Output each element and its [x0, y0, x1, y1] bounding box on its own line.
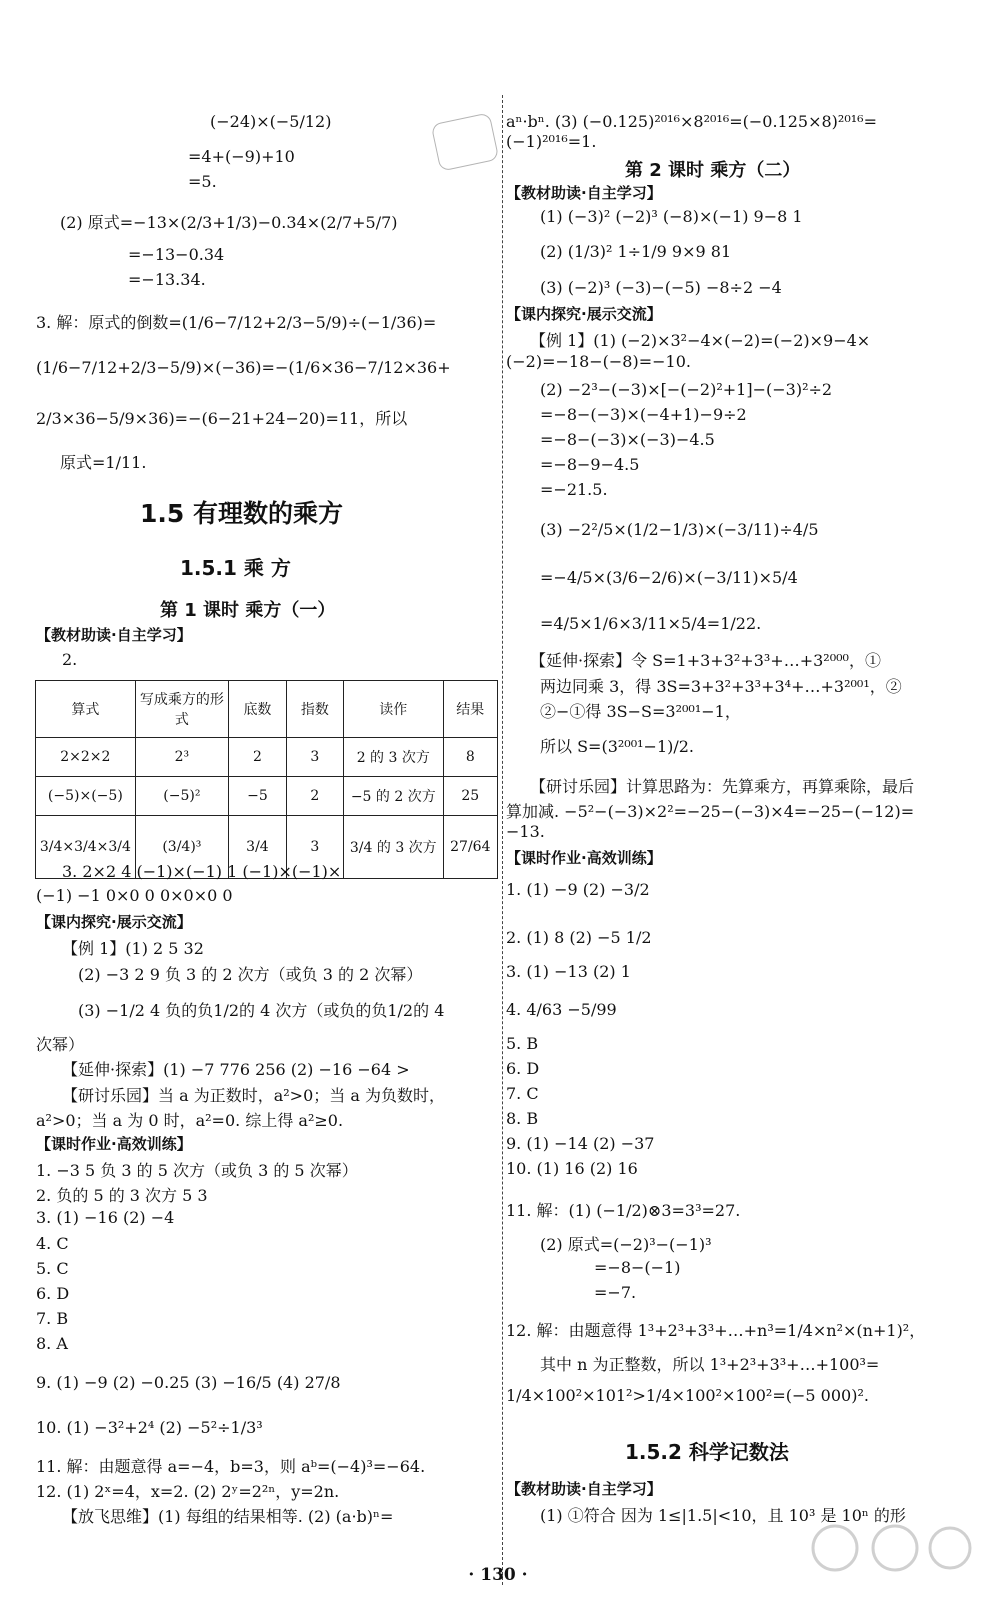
table-cell: 2 的 3 次方 [343, 738, 443, 777]
section-title: 1.5 有理数的乘方 [140, 499, 343, 528]
text-line: =−8−(−3)×(−3)−4.5 [540, 430, 715, 449]
table-cell: 2³ [135, 738, 228, 777]
text-line: =−8−9−4.5 [540, 455, 640, 474]
table-cell: 3/4 [229, 816, 287, 879]
section-header: 【教材助读·自主学习】 [506, 184, 662, 202]
power-table [35, 680, 498, 879]
table-header-row [36, 681, 498, 738]
table-row [36, 738, 498, 777]
text-line: 3. 2×2 4 (−1)×(−1) 1 (−1)×(−1)× [62, 862, 342, 881]
section-header: 【课时作业·高效训练】 [36, 1135, 192, 1153]
section-header: 【课内探究·展示交流】 [506, 305, 662, 323]
table-cell: (−5)×(−5) [36, 777, 136, 816]
text-line: 10. (1) −3²+2⁴ (2) −5²÷1/3³ [36, 1418, 263, 1437]
table-cell: 3/4 的 3 次方 [343, 816, 443, 879]
table-header: 底数 [229, 681, 287, 738]
text-line: 5. C [36, 1259, 69, 1278]
text-line: 8. B [506, 1109, 539, 1128]
text-line: 【延伸·探索】令 S=1+3+3²+3³+…+3²⁰⁰⁰，① [530, 651, 881, 670]
text-line: 2. 负的 5 的 3 次方 5 3 [36, 1186, 208, 1205]
text-line: 10. (1) 16 (2) 16 [506, 1159, 638, 1178]
text-line: 2. [62, 650, 78, 669]
text-line: (2) −3 2 9 负 3 的 2 次方（或负 3 的 2 次幂） [78, 965, 423, 984]
text-line: 【放飞思维】(1) 每组的结果相等. (2) (a·b)ⁿ= [62, 1507, 394, 1526]
table-cell: −5 的 2 次方 [343, 777, 443, 816]
text-line: (1) ①符合 因为 1≤|1.5|<10，且 10³ 是 10ⁿ 的形 [540, 1506, 906, 1525]
table-cell: −5 [229, 777, 287, 816]
table-header: 指数 [286, 681, 343, 738]
text-line: (2) 原式=(−2)³−(−1)³ [540, 1235, 712, 1254]
table-cell: 3 [286, 738, 343, 777]
text-line: 11. 解：由题意得 a=−4，b=3，则 aᵇ=(−4)³=−64. [36, 1457, 426, 1476]
page-number: · 130 · [468, 1565, 528, 1585]
lesson-title: 第 2 课时 乘方（二） [625, 160, 801, 181]
table-cell: 2×2×2 [36, 738, 136, 777]
text-line: 次幂） [36, 1035, 85, 1054]
table-cell: 3 [286, 816, 343, 879]
text-line: (2) (1/3)² 1÷1/9 9×9 81 [540, 242, 732, 261]
text-line: −13. [506, 822, 545, 841]
text-line: 1. −3 5 负 3 的 5 次方（或负 3 的 5 次幂） [36, 1161, 358, 1180]
text-line: (3) −2²/5×(1/2−1/3)×(−3/11)÷4/5 [540, 520, 819, 539]
section-header: 【教材助读·自主学习】 [36, 626, 192, 644]
text-line: aⁿ·bⁿ. (3) (−0.125)²⁰¹⁶×8²⁰¹⁶=(−0.125×8)²⁰¹⁶= [506, 112, 877, 131]
table-cell: 2 [229, 738, 287, 777]
text-line: 3. (1) −13 (2) 1 [506, 962, 631, 981]
text-line: =−21.5. [540, 480, 608, 499]
text-line: 5. B [506, 1034, 539, 1053]
text-line: 【例 1】(1) (−2)×3²−4×(−2)=(−2)×9−4× [530, 331, 871, 350]
text-line: 4. C [36, 1234, 69, 1253]
text-line: (−2)=−18−(−8)=−10. [506, 352, 691, 371]
text-line: (1/6−7/12+2/3−5/9)×(−36)=−(1/6×36−7/12×36+ [36, 358, 451, 377]
table-cell: (3/4)³ [135, 816, 228, 879]
text-line: 9. (1) −14 (2) −37 [506, 1134, 655, 1153]
text-line: 8. A [36, 1334, 68, 1353]
table-cell: (−5)² [135, 777, 228, 816]
section-header: 【课内探究·展示交流】 [36, 913, 192, 931]
text-line: 3. (1) −16 (2) −4 [36, 1208, 175, 1227]
text-line: 1/4×100²×101²>1/4×100²×100²=(−5 000)². [506, 1386, 869, 1405]
text-line: 【例 1】(1) 2 5 32 [62, 939, 204, 958]
section-header: 【课时作业·高效训练】 [506, 849, 662, 867]
text-line: 6. D [36, 1284, 70, 1303]
text-line: 所以 S=(3²⁰⁰¹−1)/2. [540, 737, 695, 756]
text-line: 两边同乘 3，得 3S=3+3²+3³+3⁴+…+3²⁰⁰¹，② [540, 677, 902, 696]
text-line: 4. 4/63 −5/99 [506, 1000, 617, 1019]
text-line: =4/5×1/6×3/11×5/4=1/22. [540, 614, 762, 633]
text-line: =4+(−9)+10 [188, 147, 295, 166]
text-line: =−7. [594, 1283, 637, 1302]
table-cell: 2 [286, 777, 343, 816]
text-line: =−13−0.34 [128, 245, 225, 264]
text-line: 【研讨乐园】当 a 为正数时，a²>0；当 a 为负数时， [62, 1086, 445, 1105]
table-header: 写成乘方的形式 [135, 681, 228, 738]
text-line: 12. 解：由题意得 1³+2³+3³+…+n³=1/4×n²×(n+1)²， [506, 1321, 926, 1340]
text-line: 9. (1) −9 (2) −0.25 (3) −16/5 (4) 27/8 [36, 1373, 341, 1392]
text-line: =−4/5×(3/6−2/6)×(−3/11)×5/4 [540, 568, 798, 587]
table-header: 结果 [443, 681, 497, 738]
text-line: (3) −1/2 4 负的负1/2的 4 次方（或负的负1/2的 4 [78, 1001, 445, 1020]
text-line: 7. C [506, 1084, 539, 1103]
text-line: =−8−(−3)×(−4+1)−9÷2 [540, 405, 747, 424]
text-line: (−1)²⁰¹⁶=1. [506, 132, 597, 151]
text-line: (3) (−2)³ (−3)−(−5) −8÷2 −4 [540, 278, 782, 297]
lesson-title: 第 1 课时 乘方（一） [160, 600, 336, 621]
text-line: (−24)×(−5/12) [210, 112, 332, 131]
subsection-title: 1.5.1 乘 方 [180, 556, 291, 580]
text-line: 6. D [506, 1059, 540, 1078]
table-header: 算式 [36, 681, 136, 738]
text-line: 其中 n 为正整数，所以 1³+2³+3³+…+100³= [540, 1355, 880, 1374]
text-line: =−13.34. [128, 270, 206, 289]
text-line: a²>0；当 a 为 0 时，a²=0. 综上得 a²≥0. [36, 1111, 344, 1130]
text-line: 7. B [36, 1309, 69, 1328]
column-divider [502, 95, 503, 1585]
text-line: 3. 解：原式的倒数=(1/6−7/12+2/3−5/9)÷(−1/36)= [36, 313, 437, 332]
section-header: 【教材助读·自主学习】 [506, 1480, 662, 1498]
table-cell: 3/4×3/4×3/4 [36, 816, 136, 879]
text-line: (1) (−3)² (−2)³ (−8)×(−1) 9−8 1 [540, 207, 803, 226]
text-line: 算加减. −5²−(−3)×2²=−25−(−3)×4=−25−(−12)= [506, 802, 915, 821]
text-line: (−1) −1 0×0 0 0×0×0 0 [36, 886, 233, 905]
text-line: 2/3×36−5/9×36)=−(6−21+24−20)=11，所以 [36, 409, 408, 428]
table-cell: 25 [443, 777, 497, 816]
watermark-logo-icon [795, 1520, 975, 1576]
text-line: 【研讨乐园】计算思路为：先算乘方，再算乘除，最后 [530, 777, 915, 796]
text-line: (2) 原式=−13×(2/3+1/3)−0.34×(2/7+5/7) [60, 213, 398, 232]
table-cell: 27/64 [443, 816, 497, 879]
text-line: ②−①得 3S−S=3²⁰⁰¹−1， [540, 702, 741, 721]
text-line: 【延伸·探索】(1) −7 776 256 (2) −16 −64 > [62, 1060, 410, 1079]
text-line: 1. (1) −9 (2) −3/2 [506, 880, 650, 899]
table-header: 读作 [343, 681, 443, 738]
table-cell: 8 [443, 738, 497, 777]
text-line: (2) −2³−(−3)×[−(−2)²+1]−(−3)²÷2 [540, 380, 833, 399]
text-line: 12. (1) 2ˣ=4，x=2. (2) 2ʸ=2²ⁿ，y=2n. [36, 1482, 340, 1501]
text-line: 11. 解：(1) (−1/2)⊗3=3³=27. [506, 1201, 741, 1220]
text-line: =5. [188, 172, 217, 191]
text-line: =−8−(−1) [594, 1258, 681, 1277]
table-row [36, 777, 498, 816]
stamp-mark [431, 112, 500, 171]
text-line: 原式=1/11. [60, 453, 147, 472]
text-line: 2. (1) 8 (2) −5 1/2 [506, 928, 652, 947]
subsection-title: 1.5.2 科学记数法 [625, 1440, 789, 1464]
